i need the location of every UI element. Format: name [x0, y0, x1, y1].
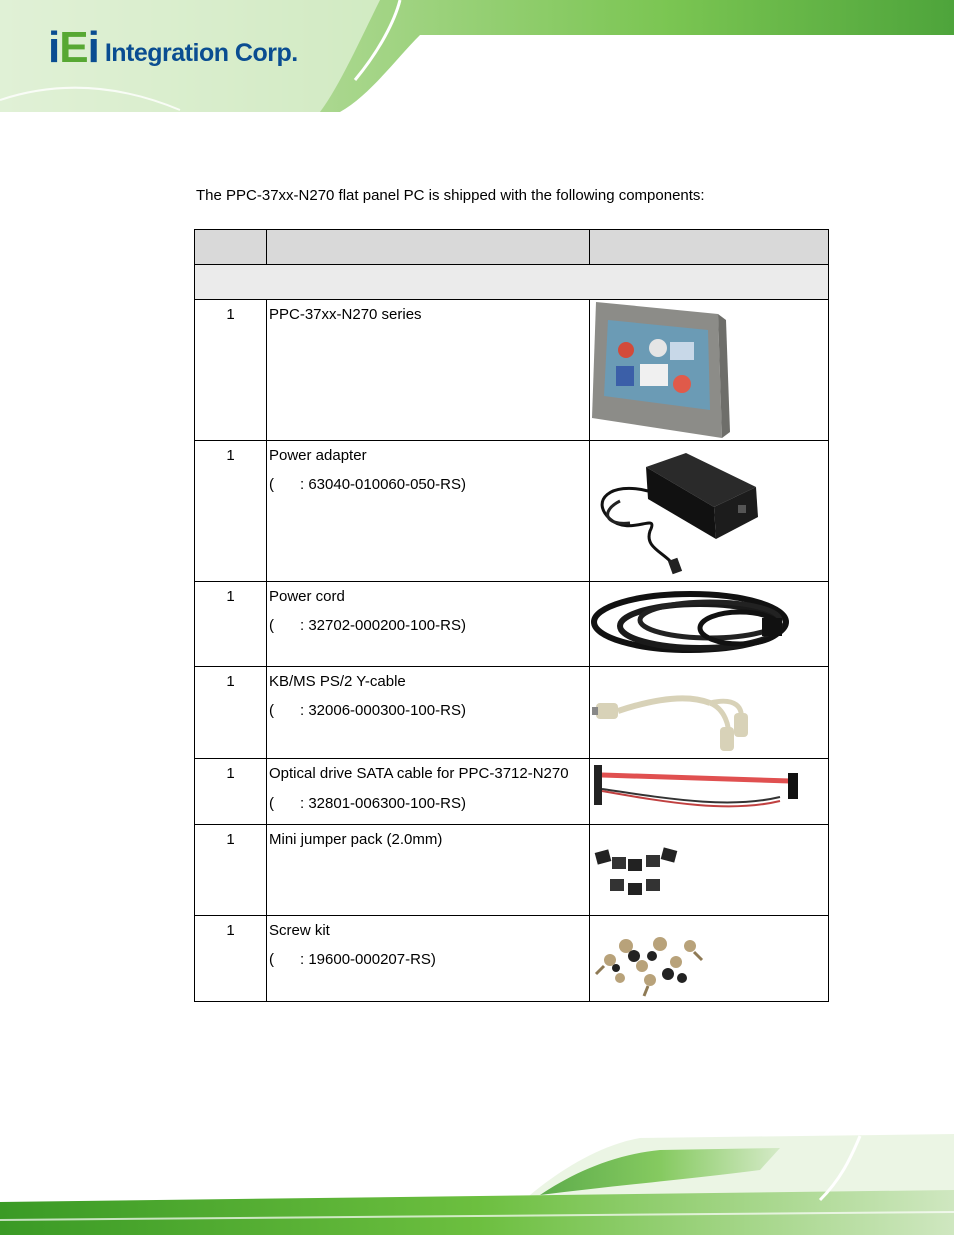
row-item [267, 759, 590, 825]
col-header-item [267, 230, 590, 265]
y-cable-photo [590, 667, 829, 758]
row-item [267, 300, 590, 441]
item-part-number: ( : 32702-000200-100-RS) [269, 617, 466, 634]
col-header-qty [195, 230, 267, 265]
col-header-image [590, 230, 829, 265]
company-logo [48, 23, 298, 72]
item-name: KB/MS PS/2 Y-cable [269, 673, 406, 690]
row-image-cell [590, 582, 829, 667]
table-row [195, 582, 829, 667]
table-row [195, 825, 829, 916]
row-image-cell [590, 441, 829, 582]
item-name: Mini jumper pack (2.0mm) [269, 831, 443, 848]
row-image-cell [590, 759, 829, 825]
table-section-row [195, 265, 829, 300]
row-qty: 1 [195, 667, 267, 759]
row-qty: 1 [195, 825, 267, 916]
row-qty: 1 [195, 300, 267, 441]
row-qty: 1 [195, 759, 267, 825]
row-image-cell [590, 300, 829, 441]
table-header-row [195, 230, 829, 265]
intro-text: The PPC-37xx-N270 flat panel PC is shipped with the following components: [196, 187, 705, 204]
sata-cable-photo [590, 759, 829, 824]
item-part-number: ( : 32801-006300-100-RS) [269, 795, 466, 812]
row-image-cell [590, 916, 829, 1002]
row-item [267, 825, 590, 916]
power-adapter-photo [590, 441, 829, 581]
footer-banner [0, 1130, 954, 1235]
table-row [195, 759, 829, 825]
table-row [195, 300, 829, 441]
row-item [267, 916, 590, 1002]
table-row [195, 916, 829, 1002]
row-image-cell [590, 667, 829, 759]
row-item [267, 667, 590, 759]
package-contents-table [194, 229, 829, 1002]
item-name: Optical drive SATA cable for PPC-3712-N270 [269, 765, 569, 782]
item-part-number: ( : 32006-000300-100-RS) [269, 702, 466, 719]
item-part-number: ( : 19600-000207-RS) [269, 951, 436, 968]
item-name: Power cord [269, 588, 345, 605]
row-qty: 1 [195, 441, 267, 582]
item-name: PPC-37xx-N270 series [269, 306, 422, 323]
table-row [195, 441, 829, 582]
table-row [195, 667, 829, 759]
power-cord-photo [590, 582, 829, 666]
item-name: Screw kit [269, 922, 330, 939]
row-item [267, 582, 590, 667]
row-qty: 1 [195, 916, 267, 1002]
section-label [195, 265, 829, 300]
row-item [267, 441, 590, 582]
row-qty: 1 [195, 582, 267, 667]
row-image-cell [590, 825, 829, 916]
logo-iei-mark: iEi [48, 23, 99, 72]
logo-company-name: Integration Corp. [104, 39, 298, 67]
panel-pc-photo [590, 300, 829, 440]
item-part-number: ( : 63040-010060-050-RS) [269, 476, 466, 493]
screw-kit-photo [590, 916, 829, 1001]
item-name: Power adapter [269, 447, 367, 464]
jumper-pack-photo [590, 825, 829, 915]
